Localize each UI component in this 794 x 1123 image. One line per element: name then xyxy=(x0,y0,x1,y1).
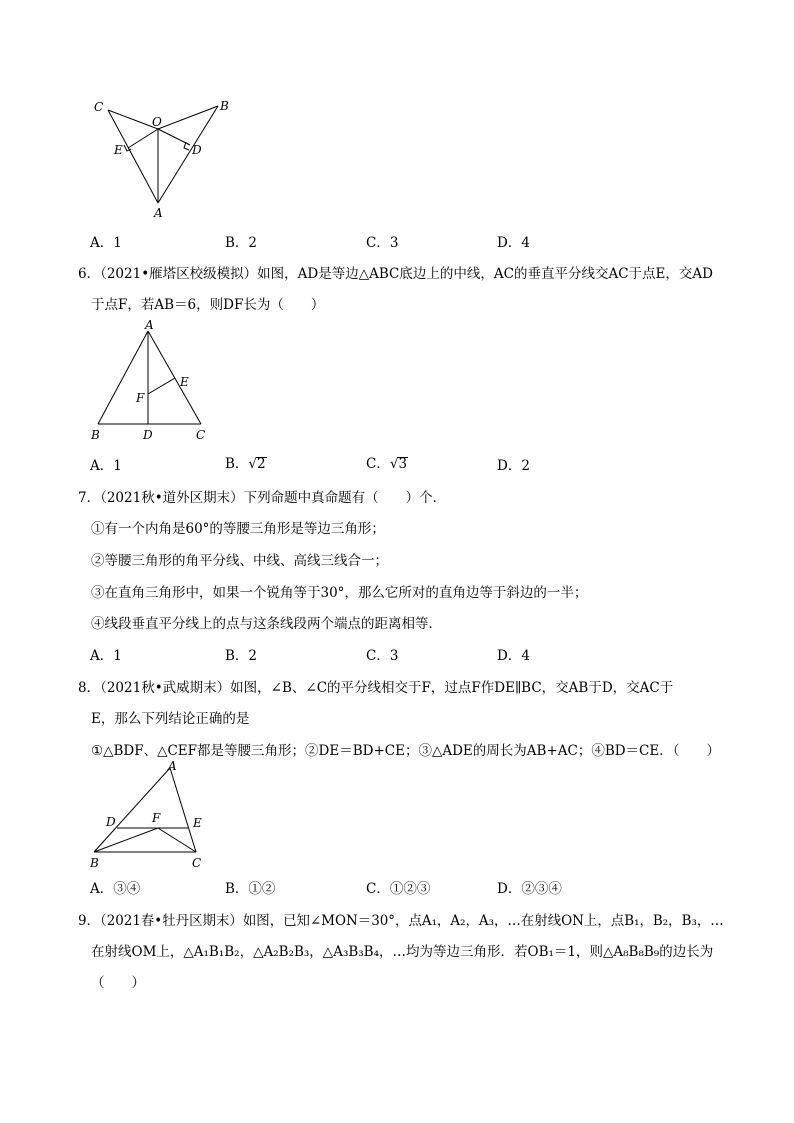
q8-option-d: D．②③④ xyxy=(497,881,562,897)
q5-option-a: A．1 xyxy=(90,235,122,251)
q8-label-a: A xyxy=(168,760,177,773)
q7-option-b: B．2 xyxy=(225,648,258,664)
q6-figure xyxy=(88,318,218,446)
sqrt-sign-icon: √ xyxy=(248,456,258,472)
q7-statement-4: ④线段垂直平分线上的点与这条线段两个端点的距离相等． xyxy=(91,616,442,632)
q6-option-c-radicand: 3 xyxy=(398,456,408,472)
q8-option-c: C．①②③ xyxy=(366,881,431,897)
q6-option-b xyxy=(225,452,267,472)
q5-label-c: C xyxy=(94,100,104,114)
q5-option-d: D．4 xyxy=(497,235,530,251)
q6-option-d: D．2 xyxy=(497,458,530,474)
q7-statement-3: ③在直角三角形中，如果一个锐角等于30°，那么它所对的直角边等于斜边的一半； xyxy=(91,585,588,601)
q8-label-e: E xyxy=(193,816,202,830)
q9-stem-line2: 在射线OM上，△A₁B₁B₂，△A₂B₂B₃，△A₃B₃B₄，…均为等边三角形．若OB₁＝1，则△A₈B₈B₉的边长为 xyxy=(91,944,714,960)
q5-label-a: A xyxy=(154,206,163,220)
q6-stem-line2: 于点F，若AB＝6，则DF长为（ ） xyxy=(91,297,325,313)
q8-label-d: D xyxy=(106,815,116,829)
sqrt-sign-icon: √ xyxy=(389,456,399,472)
q8-label-c: C xyxy=(192,856,202,870)
q5-option-c: C．3 xyxy=(366,235,399,251)
q8-label-b: B xyxy=(90,856,99,870)
q5-label-d: D xyxy=(192,143,202,157)
q7-option-d: D．4 xyxy=(497,648,530,664)
q8-stem-line2: E，那么下列结论正确的是 xyxy=(91,711,250,727)
q6-stem-line1: 6．（2021•雁塔区校级模拟）如图，AD是等边△ABC底边上的中线，AC的垂直平分线交AC于点E，交AD xyxy=(78,266,713,282)
q7-statement-1: ①有一个内角是60°的等腰三角形是等边三角形； xyxy=(91,521,385,537)
q7-stem: 7．（2021秋•道外区期末）下列命题中真命题有（ ）个． xyxy=(78,490,447,506)
q6-option-c-prefix: C． xyxy=(366,456,390,472)
q6-option-a: A．1 xyxy=(90,458,122,474)
q8-stem-line3: ①△BDF、△CEF都是等腰三角形；②DE＝BD+CE；③△ADE的周长为AB+AC；④BD＝CE．（ ） xyxy=(91,743,720,759)
q7-option-c: C．3 xyxy=(366,648,399,664)
q6-label-d: D xyxy=(143,428,153,442)
q8-figure xyxy=(86,760,216,872)
q6-option-c xyxy=(366,452,408,472)
q5-label-e: E xyxy=(114,143,123,157)
q6-label-a: A xyxy=(145,318,154,332)
q9-stem-line1: 9．（2021春•牡丹区期末）如图，已知∠MON＝30°，点A₁，A₂，A₃，…在射线ON上，点B₁，B₂，B₃，… xyxy=(78,913,724,929)
q9-stem-line3: （ ） xyxy=(91,975,145,991)
q7-statement-2: ②等腰三角形的角平分线、中线、高线三线合一； xyxy=(91,553,388,569)
q6-option-b-radicand: 2 xyxy=(257,456,266,472)
q5-figure xyxy=(88,96,238,222)
q5-label-o: O xyxy=(152,115,162,129)
q8-label-f: F xyxy=(152,811,161,825)
q6-label-f: F xyxy=(136,391,145,405)
q5-label-b: B xyxy=(220,99,229,113)
q8-option-a: A．③④ xyxy=(90,881,141,897)
q6-option-b-prefix: B． xyxy=(225,456,249,472)
q6-label-b: B xyxy=(91,428,100,442)
q7-option-a: A．1 xyxy=(90,648,122,664)
q8-option-b: B．①② xyxy=(225,881,276,897)
q8-stem-line1: 8．（2021秋•武威期末）如图，∠B、∠C的平分线相交于F，过点F作DE∥BC，交AB于D，交AC于 xyxy=(78,680,674,696)
q6-label-e: E xyxy=(180,375,189,389)
q5-option-b: B．2 xyxy=(225,235,258,251)
q6-label-c: C xyxy=(196,428,206,442)
